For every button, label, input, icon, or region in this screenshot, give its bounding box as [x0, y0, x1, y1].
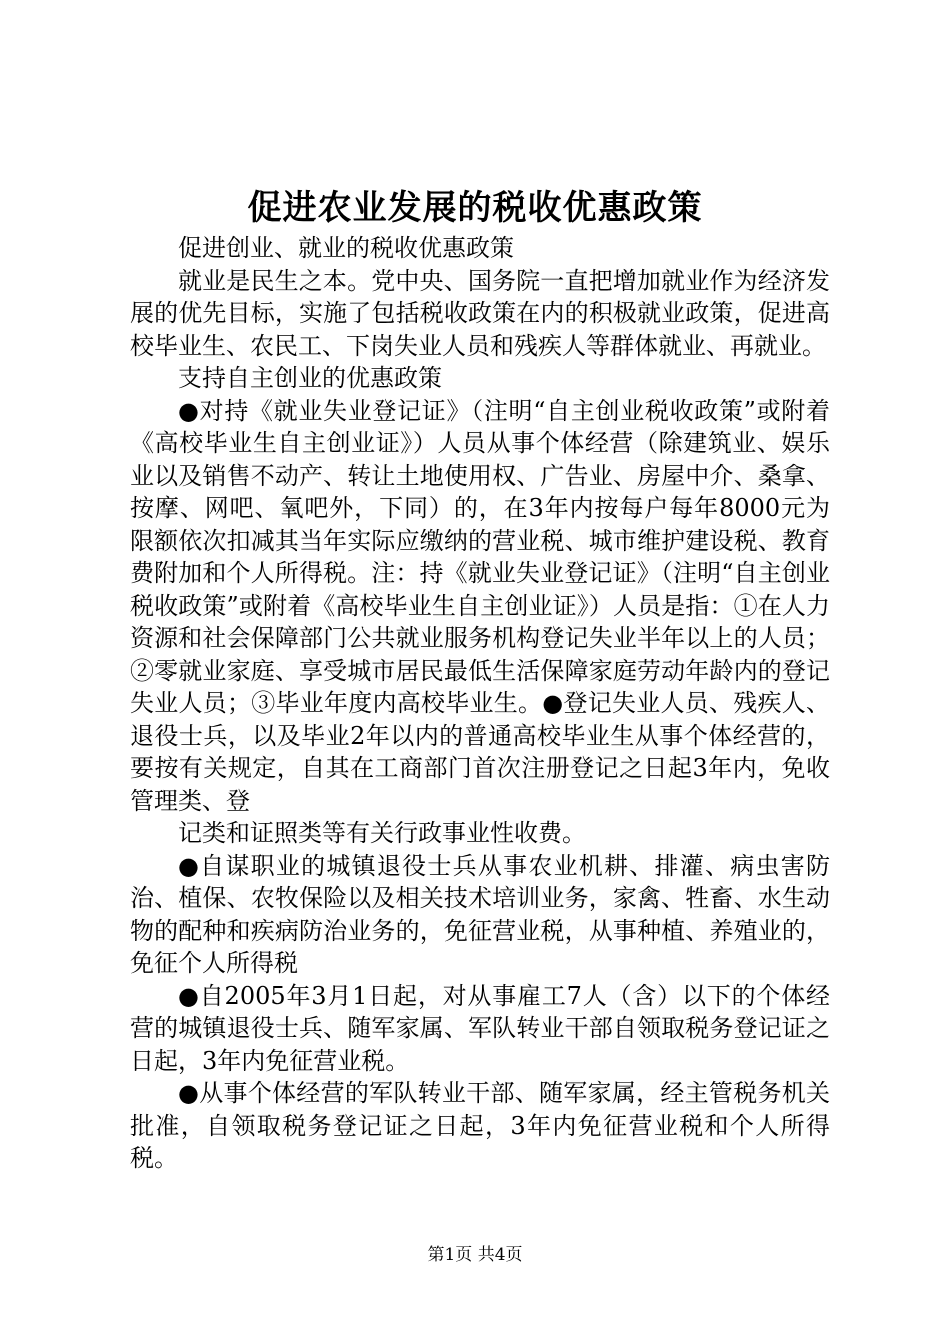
- document-body: [130, 232, 830, 1175]
- paragraph-section-heading: 支持自主创业的优惠政策: [178, 364, 442, 392]
- paragraph-subtitle: 促进创业、就业的税收优惠政策: [178, 234, 514, 262]
- paragraph-policy-1: ●对持《就业失业登记证》（注明“自主创业税收政策”或附着《高校毕业生自主创业证》）人员从事个体经营（除建筑业、娱乐业以及销售不动产、转让土地使用权、广告业、房屋中介、桑拿、按摩、网吧、氧吧外，下同）的，在3年内按每户每年8000元为限额依次扣减其当年实际应缴纳的营业税、城市维护建设税、教育费附加和个人所得税。注：持《就业失业登记证》（注明“自主创业税收政策”或附着《高校毕业生自主创业证》）人员是指：①在人力资源和社会保障部门公共就业服务机构登记失业半年以上的人员；②零就业家庭、享受城市居民最低生活保障家庭劳动年龄内的登记失业人员；③毕业年度内高校毕业生。●登记失业人员、残疾人、退役士兵，以及毕业2年以内的普通高校毕业生从事个体经营的，要按有关规定，自其在工商部门首次注册登记之日起3年内，免收管理类、登: [130, 396, 830, 815]
- document-title: 促进农业发展的税收优惠政策: [247, 188, 703, 228]
- page-number-footer: 第1页 共4页: [427, 1245, 523, 1265]
- paragraph-policy-2: ●自谋职业的城镇退役士兵从事农业机耕、排灌、病虫害防治、植保、农牧保险以及相关技术培训业务，家禽、牲畜、水生动物的配种和疾病防治业务的，免征营业税，从事种植、养殖业的，免征个人所得税: [130, 851, 830, 977]
- paragraph-policy-3: ●自2005年3月1日起，对从事雇工7人（含）以下的个体经营的城镇退役士兵、随军家属、军队转业干部自领取税务登记证之日起，3年内免征营业税。: [130, 981, 830, 1075]
- paragraph-policy-1-continued: 记类和证照类等有关行政事业性收费。: [178, 819, 586, 847]
- paragraph-policy-4: ●从事个体经营的军队转业干部、随军家属，经主管税务机关批准，自领取税务登记证之日起，3年内免征营业税和个人所得税。: [130, 1079, 830, 1172]
- paragraph-intro: 就业是民生之本。党中央、国务院一直把增加就业作为经济发展的优先目标，实施了包括税收政策在内的积极就业政策，促进高校毕业生、农民工、下岗失业人员和残疾人等群体就业、再就业。: [130, 266, 830, 360]
